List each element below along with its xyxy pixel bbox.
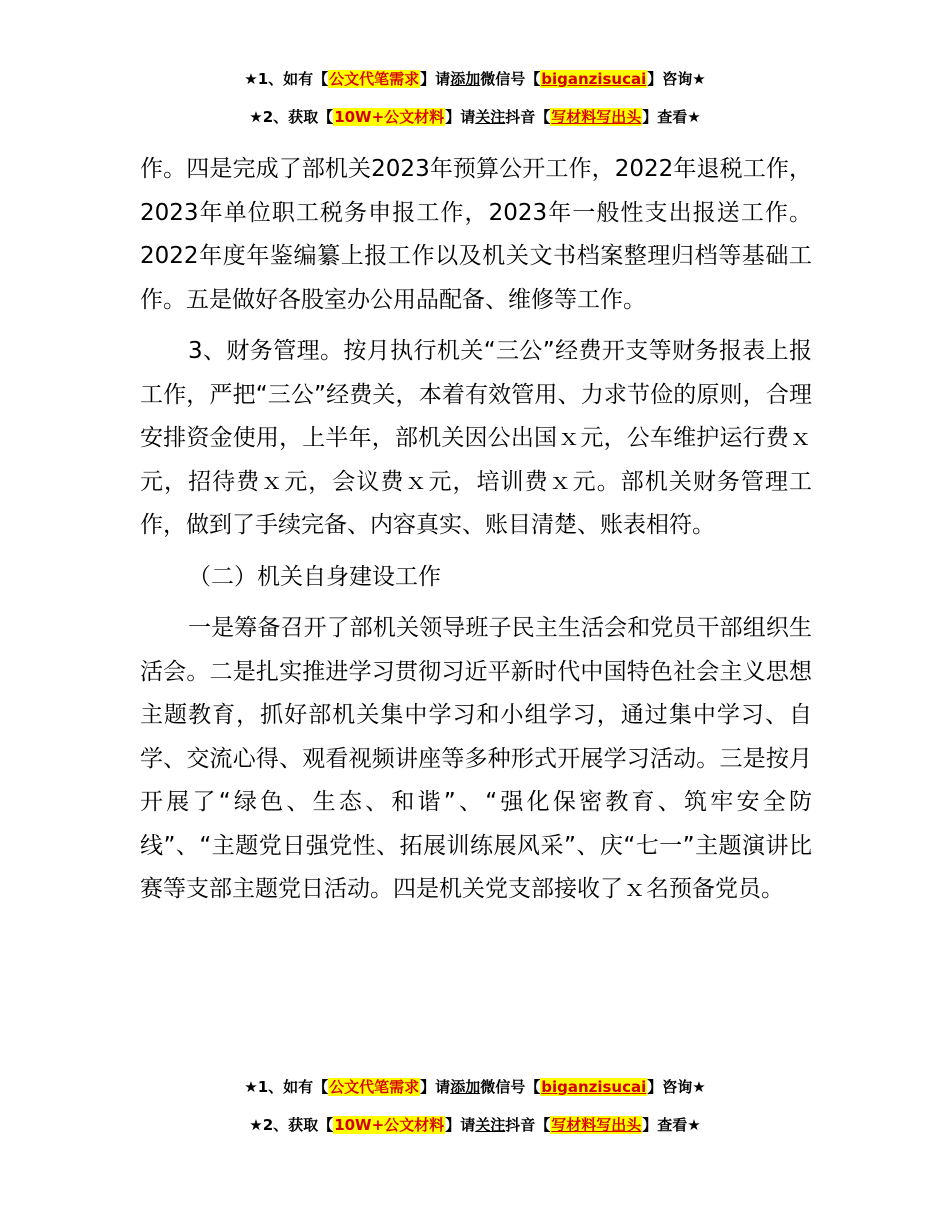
banner-text: ★2、获取【	[249, 108, 334, 126]
promo-banner-top-line1	[0, 68, 950, 90]
banner-text: 】请	[445, 1116, 476, 1134]
banner-text: 微信号【	[480, 70, 541, 88]
banner-text: 】请	[445, 108, 476, 126]
banner-douyin-id: 写材料写出头	[551, 108, 642, 126]
paragraph-financial-management: 3、财务管理。按月执行机关“三公”经费开支等财务报表上报工作，严把“三公”经费关，本着有效管用、力求节俭的原则，合理安排资金使用，上半年，部机关因公出国ｘ元，公车维护运行费ｘ元，招待费ｘ元，会议费ｘ元，培训费ｘ元。部机关财务管理工作，做到了手续完备、内容真实、账目清楚、账表相符。	[140, 338, 812, 538]
banner-text: 】请	[420, 70, 451, 88]
banner-underlined: 添加	[450, 70, 481, 88]
banner-text: ★1、如有【	[244, 1078, 329, 1096]
banner-text: 】咨询★	[647, 70, 706, 88]
banner-underlined: 添加	[450, 1078, 481, 1096]
banner-underlined: 关注	[475, 108, 506, 126]
banner-highlight: 10W+公文材料	[334, 108, 445, 126]
banner-text: 】查看★	[642, 108, 701, 126]
banner-text: 】咨询★	[647, 1078, 706, 1096]
banner-wechat-id: biganzisucai	[541, 1078, 647, 1096]
document-body	[140, 148, 812, 912]
banner-underlined: 关注	[475, 1116, 506, 1134]
banner-text: 微信号【	[480, 1078, 541, 1096]
promo-banner-bottom-line2	[0, 1114, 950, 1136]
banner-text: ★2、获取【	[249, 1116, 334, 1134]
banner-highlight: 公文代笔需求	[329, 1078, 420, 1096]
banner-douyin-id: 写材料写出头	[551, 1116, 642, 1134]
banner-highlight: 10W+公文材料	[334, 1116, 445, 1134]
banner-text: ★1、如有【	[244, 70, 329, 88]
banner-highlight: 公文代笔需求	[329, 70, 420, 88]
banner-text: 】查看★	[642, 1116, 701, 1134]
banner-text: 】请	[420, 1078, 451, 1096]
promo-banner-bottom-line1	[0, 1076, 950, 1098]
banner-text: 抖音【	[505, 108, 551, 126]
section-heading: （二）机关自身建设工作	[188, 563, 441, 590]
paragraph-continued: 作。四是完成了部机关2023年预算公开工作，2022年退税工作，2023年单位职工税务申报工作，2023年一般性支出报送工作。2022年度年鉴编纂上报工作以及机关文书档案整理归档等基础工作。五是做好各股室办公用品配备、维修等工作。	[140, 156, 812, 313]
promo-banner-top-line2	[0, 106, 950, 128]
banner-text: 抖音【	[505, 1116, 551, 1134]
banner-wechat-id: biganzisucai	[541, 70, 647, 88]
paragraph-self-construction: 一是筹备召开了部机关领导班子民主生活会和党员干部组织生活会。二是扎实推进学习贯彻习近平新时代中国特色社会主义思想主题教育，抓好部机关集中学习和小组学习，通过集中学习、自学、交流心得、观看视频讲座等多种形式开展学习活动。三是按月开展了“绿色、生态、和谐”、“强化保密教育、筑牢安全防线”、“主题党日强党性、拓展训练展风采”、庆“七一”主题演讲比赛等支部主题党日活动。四是机关党支部接收了ｘ名预备党员。	[140, 615, 812, 902]
